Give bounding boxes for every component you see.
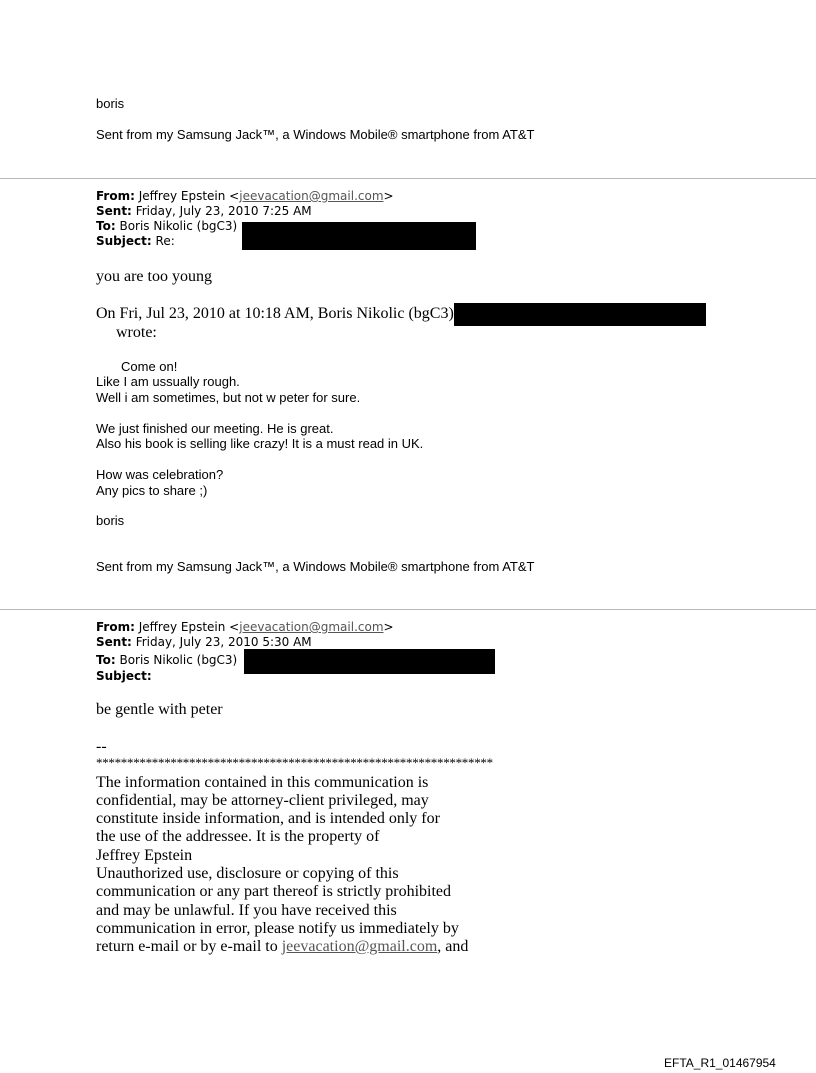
quoted-line: How was celebration? bbox=[96, 467, 224, 482]
redaction-box bbox=[242, 222, 476, 250]
from-name: Jeffrey Epstein < bbox=[138, 620, 240, 634]
email1-quote-intro: On Fri, Jul 23, 2010 at 10:18 AM, Boris Nikolic (bgC3) bbox=[96, 305, 454, 322]
disclaimer-line: Unauthorized use, disclosure or copying of this bbox=[96, 865, 399, 882]
document-id: EFTA_R1_01467954 bbox=[664, 1056, 776, 1070]
subject-value: Re: bbox=[155, 234, 175, 248]
disclaimer-line: and may be unlawful. If you have received this bbox=[96, 902, 397, 919]
sent-label: Sent: bbox=[96, 204, 132, 218]
quoted-line: Any pics to share ;) bbox=[96, 483, 208, 498]
quoted-line: Well i am sometimes, but not w peter for sure. bbox=[96, 390, 361, 405]
disclaimer-line: The information contained in this communication is bbox=[96, 774, 429, 791]
divider bbox=[0, 609, 816, 610]
subject-label: Subject: bbox=[96, 669, 152, 683]
disclaimer-line: constitute inside information, and is intended only for bbox=[96, 810, 440, 827]
email2-to-line bbox=[96, 653, 237, 668]
stars-separator: **************************************************************** bbox=[96, 755, 493, 770]
quoted-sent-from: Sent from my Samsung Jack™, a Windows Mobile® smartphone from AT&T bbox=[96, 559, 535, 574]
quoted-line: Come on! bbox=[121, 359, 178, 374]
to-value: Boris Nikolic (bgC3) bbox=[119, 219, 238, 233]
quoted-signature: boris bbox=[96, 513, 125, 528]
email1-from-line bbox=[96, 189, 394, 204]
disclaimer-line: Jeffrey Epstein bbox=[96, 847, 193, 864]
to-value: Boris Nikolic (bgC3) bbox=[119, 653, 238, 667]
from-label: From: bbox=[96, 620, 135, 634]
divider bbox=[0, 178, 816, 179]
sent-label: Sent: bbox=[96, 635, 132, 649]
from-email-link[interactable]: jeevacation@gmail.com bbox=[239, 620, 384, 634]
email2-subject-line bbox=[96, 669, 152, 684]
top-sent-from: Sent from my Samsung Jack™, a Windows Mobile® smartphone from AT&T bbox=[96, 127, 535, 142]
redaction-box bbox=[454, 303, 706, 326]
from-email-link[interactable]: jeevacation@gmail.com bbox=[239, 189, 384, 203]
disclaimer-line: communication or any part thereof is strictly prohibited bbox=[96, 883, 452, 900]
email1-quote-wrote: wrote: bbox=[116, 324, 157, 341]
disclaimer-line: the use of the addressee. It is the property of bbox=[96, 828, 380, 845]
email1-body: you are too young bbox=[96, 268, 212, 285]
from-name: Jeffrey Epstein < bbox=[138, 189, 240, 203]
email2-sent-line bbox=[96, 635, 312, 650]
sent-value: Friday, July 23, 2010 7:25 AM bbox=[135, 204, 312, 218]
from-close: > bbox=[383, 620, 394, 634]
to-label: To: bbox=[96, 653, 116, 667]
redaction-box bbox=[244, 649, 495, 674]
from-label: From: bbox=[96, 189, 135, 203]
disclaimer-line: confidential, may be attorney-client privileged, may bbox=[96, 792, 429, 809]
quoted-line: We just finished our meeting. He is great. bbox=[96, 421, 334, 436]
disclaimer-text: , and bbox=[437, 938, 469, 955]
subject-label: Subject: bbox=[96, 234, 152, 248]
top-signature: boris bbox=[96, 96, 125, 111]
to-label: To: bbox=[96, 219, 116, 233]
sent-value: Friday, July 23, 2010 5:30 AM bbox=[135, 635, 312, 649]
quoted-line: Also his book is selling like crazy! It is a must read in UK. bbox=[96, 436, 424, 451]
disclaimer-text: return e-mail or by e-mail to bbox=[96, 938, 282, 955]
email2-from-line bbox=[96, 620, 394, 635]
disclaimer-line: communication in error, please notify us immediately by bbox=[96, 920, 459, 937]
email1-subject-line bbox=[96, 234, 175, 249]
quoted-line: Like I am ussually rough. bbox=[96, 374, 240, 389]
signature-dash: -- bbox=[96, 738, 107, 755]
email2-body: be gentle with peter bbox=[96, 701, 223, 718]
from-close: > bbox=[383, 189, 394, 203]
disclaimer-email-link[interactable]: jeevacation@gmail.com bbox=[281, 938, 438, 955]
email1-sent-line bbox=[96, 204, 312, 219]
email1-to-line bbox=[96, 219, 237, 234]
disclaimer-line bbox=[96, 938, 468, 956]
